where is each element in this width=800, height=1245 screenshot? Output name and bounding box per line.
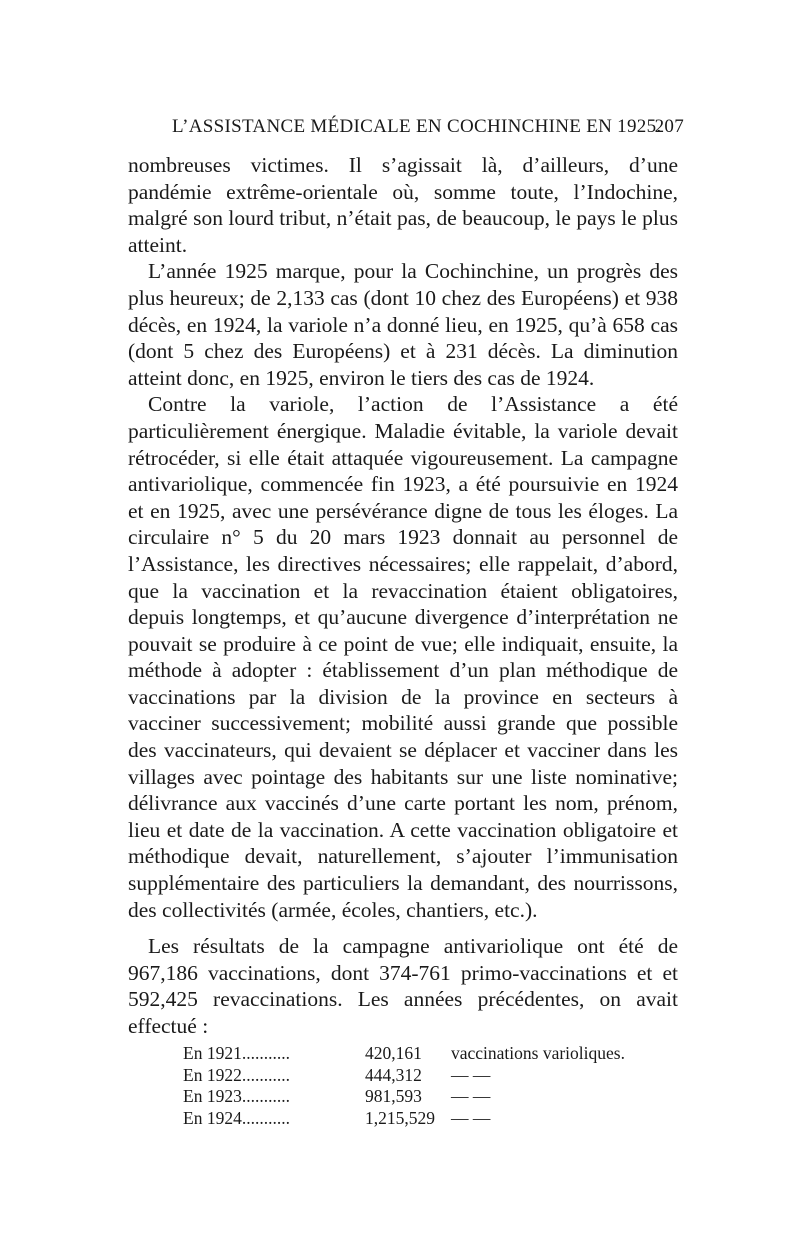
year-label: En 1923........... bbox=[183, 1086, 290, 1106]
vaccination-count: 420,161 bbox=[365, 1043, 422, 1063]
row-description: vaccinations varioliques. bbox=[451, 1043, 625, 1063]
body-text bbox=[128, 152, 678, 1040]
vaccination-count: 444,312 bbox=[365, 1064, 422, 1085]
table-row bbox=[183, 1108, 653, 1130]
year-label: En 1921........... bbox=[183, 1043, 290, 1063]
paragraph: Les résultats de la campagne antivariolique ont été de 967,186 vaccinations, dont 374-761 primo-vaccinations et et 592,425 revaccinations. Les années précédentes, on avait effectué : bbox=[128, 934, 678, 1038]
running-title: L’ASSISTANCE MÉDICALE EN COCHINCHINE EN 1925. bbox=[172, 116, 662, 137]
paragraph: Contre la variole, l’action de l’Assistance a été particulièrement énergique. Maladie évitable, la variole devait rétrocéder, si elle était attaquée vigoureusement. La campagne antivariolique, commencée fin 1923, a été poursuivie en 1924 et en 1925, avec une persévérance digne de tous les éloges. La circulaire n° 5 du 20 mars 1923 donnait au personnel de l’Assistance, les directives nécessaires; elle rappelait, d’abord, que la vaccination et la revaccination étaient obligatoires, depuis longtemps, et qu’aucune divergence d’interprétation ne pouvait se produire à ce point de vue; elle indiquait, ensuite, la méthode à adopter : établissement d’un plan méthodique de vaccinations par la division de la province en secteurs à vacciner successivement; mobilité aussi grande que possible des vaccinateurs, qui devaient se déplacer et vacciner dans les villages avec pointage des habitants sur une liste nominative; délivrance aux vaccinés d’une carte portant les nom, prénom, lieu et date de la vaccination. A cette vaccination obligatoire et méthodique devait, naturellement, s’ajouter l’immunisation supplémentaire des particuliers la demandant, des nourrissons, des collectivités (armée, écoles, chantiers, etc.). bbox=[128, 392, 678, 922]
table-row bbox=[183, 1086, 653, 1108]
year-label: En 1922........... bbox=[183, 1064, 290, 1085]
paragraph: L’année 1925 marque, pour la Cochinchine, un progrès des plus heureux; de 2,133 cas (dont 10 chez des Européens) et 938 décès, en 1924, la variole n’a donné lieu, en 1925, qu’à 658 cas (dont 5 chez des Européens) et à 231 décès. La diminution atteint donc, en 1925, environ le tiers des cas de 1924. bbox=[128, 259, 678, 390]
row-description: — — bbox=[451, 1086, 491, 1106]
row-description: — — bbox=[451, 1064, 491, 1085]
table-row bbox=[183, 1043, 653, 1065]
page-number: 207 bbox=[654, 116, 684, 137]
table-row bbox=[183, 1065, 653, 1087]
vaccination-table bbox=[183, 1043, 653, 1129]
paragraph: nombreuses victimes. Il s’agissait là, d’ailleurs, d’une pandémie extrême-orientale où, somme toute, l’Indochine, malgré son lourd tribut, n’était pas, de beaucoup, le pays le plus atteint. bbox=[128, 153, 678, 257]
running-header bbox=[128, 116, 684, 146]
vaccination-count: 1,215,529 bbox=[365, 1107, 435, 1128]
row-description: — — bbox=[451, 1107, 491, 1128]
vaccination-count: 981,593 bbox=[365, 1086, 422, 1106]
year-label: En 1924........... bbox=[183, 1107, 290, 1128]
